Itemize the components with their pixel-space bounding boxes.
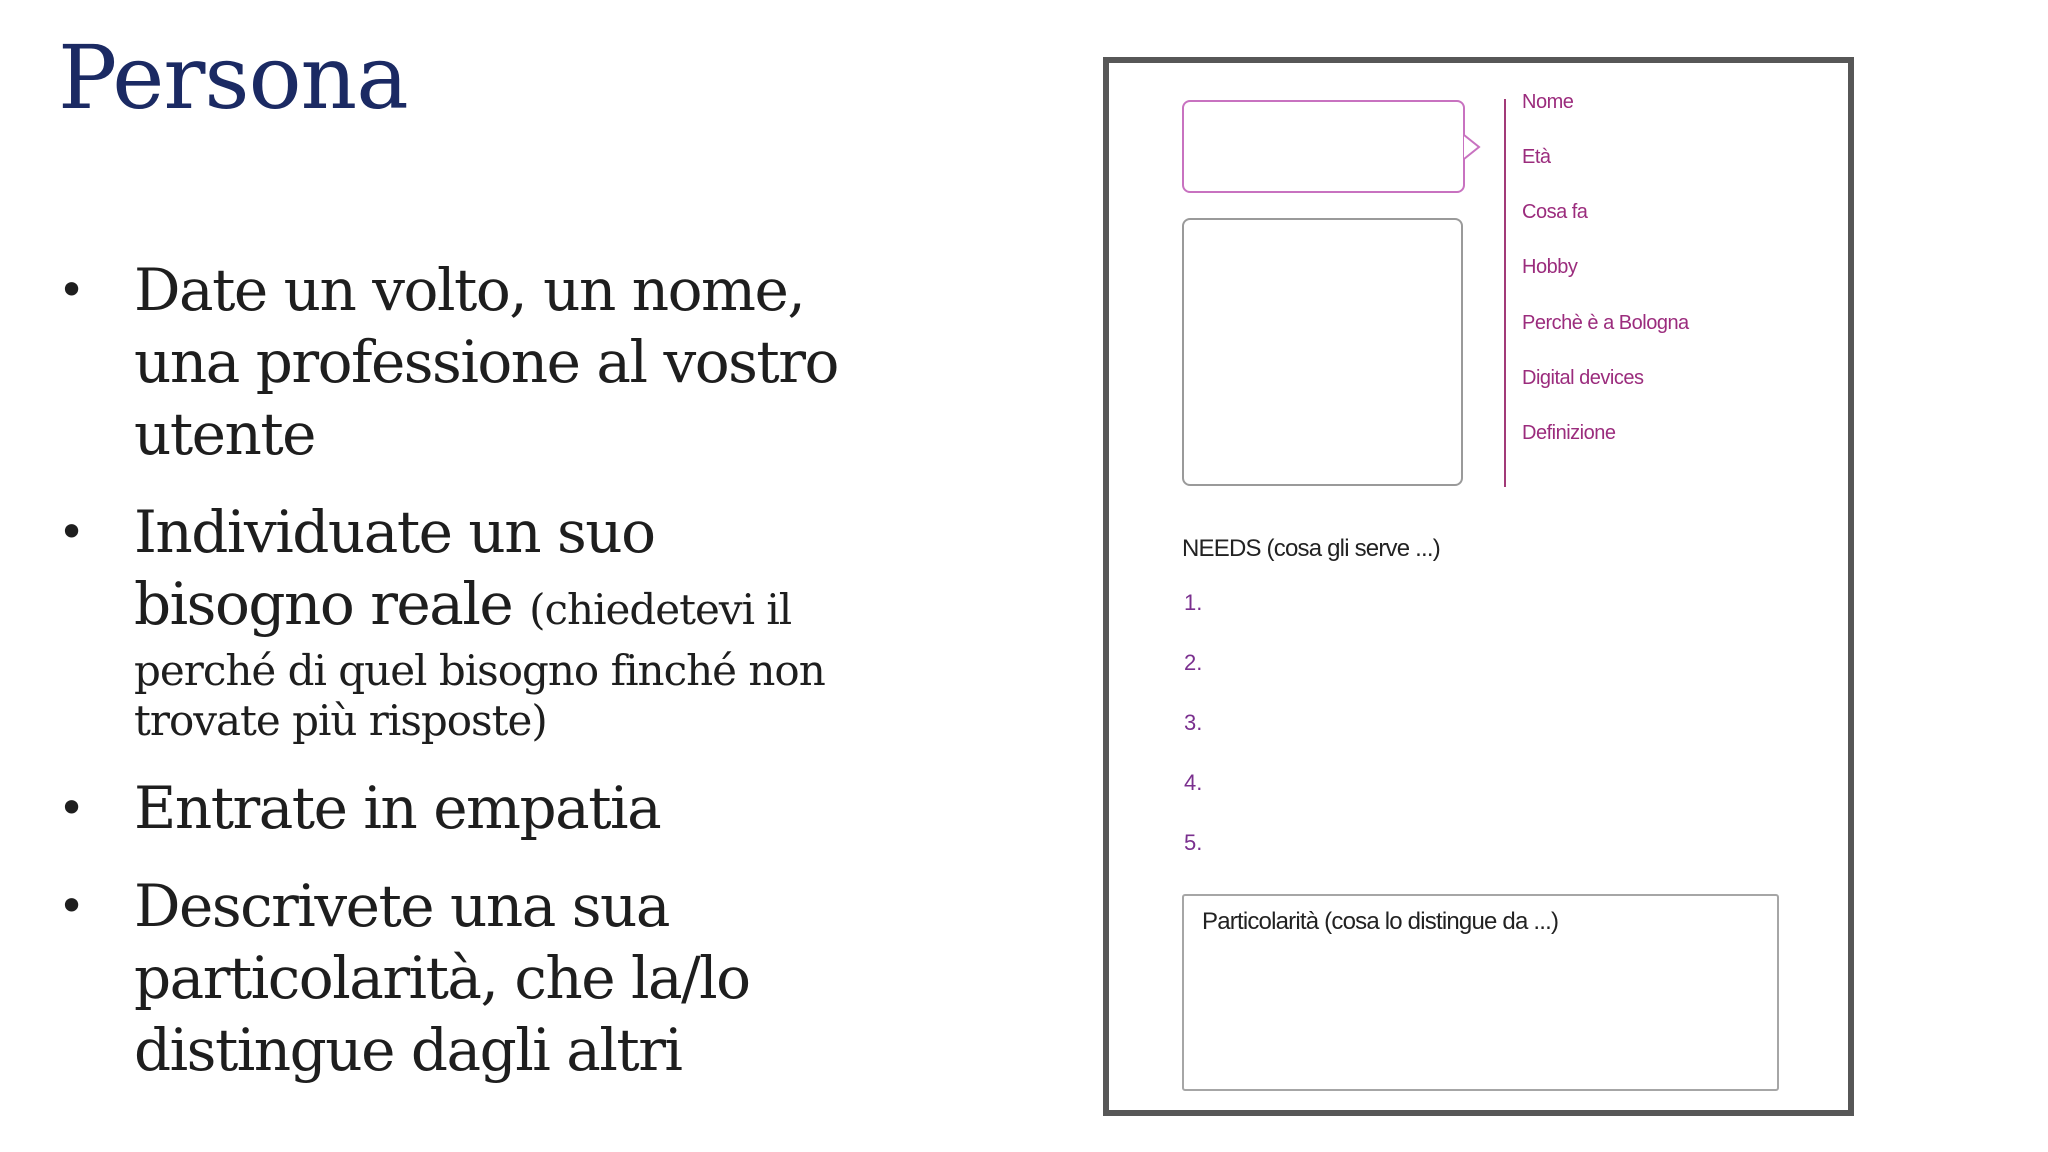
field-cosa-fa: Cosa fa bbox=[1522, 201, 1588, 223]
bullet-item-1 bbox=[58, 254, 858, 470]
bullet-list bbox=[58, 254, 858, 1112]
bullet-text-3: Entrate in empatia bbox=[134, 774, 661, 842]
need-number-3: 3. bbox=[1184, 710, 1203, 735]
bullet-marker: • bbox=[58, 879, 86, 933]
need-number-1: 1. bbox=[1184, 590, 1203, 615]
bullet-item-2 bbox=[58, 496, 858, 746]
bullet-text-4: Descrivete una sua particolarità, che la/lo distingue dagli altri bbox=[134, 872, 750, 1084]
bullet-text-2-emphasis: bisogno reale bbox=[134, 570, 513, 638]
bullet-text-2-line2 bbox=[134, 568, 858, 646]
speech-bubble-tail bbox=[1463, 134, 1481, 160]
bullet-marker: • bbox=[58, 505, 86, 559]
bullet-text-2-note-start: (chiedetevi il bbox=[529, 585, 792, 634]
bullet-text-2-line1: Individuate un suo bbox=[134, 498, 655, 566]
need-number-2: 2. bbox=[1184, 650, 1203, 675]
photo-placeholder bbox=[1182, 218, 1463, 486]
slide-title: Persona bbox=[58, 26, 408, 129]
bullet-text-2-note: perché di quel bisogno finché non trovate più risposte) bbox=[134, 646, 825, 745]
bullet-text-1: Date un volto, un nome, una professione al vostro utente bbox=[134, 256, 838, 468]
field-eta: Età bbox=[1522, 146, 1551, 168]
bullet-marker: • bbox=[58, 263, 86, 317]
field-divider bbox=[1504, 99, 1506, 487]
needs-title: NEEDS (cosa gli serve ...) bbox=[1182, 535, 1440, 562]
field-nome: Nome bbox=[1522, 91, 1574, 113]
need-number-4: 4. bbox=[1184, 770, 1203, 795]
bullet-item-4 bbox=[58, 870, 858, 1086]
bullet-item-3 bbox=[58, 772, 858, 844]
particolarita-box bbox=[1182, 894, 1779, 1091]
need-number-5: 5. bbox=[1184, 830, 1203, 855]
field-digital-devices: Digital devices bbox=[1522, 367, 1644, 389]
field-perche-bologna: Perchè è a Bologna bbox=[1522, 312, 1689, 334]
bullet-marker: • bbox=[58, 781, 86, 835]
field-definizione: Definizione bbox=[1522, 422, 1616, 444]
field-hobby: Hobby bbox=[1522, 256, 1578, 278]
particolarita-label: Particolarità (cosa lo distingue da ...) bbox=[1202, 908, 1559, 935]
persona-template bbox=[1103, 57, 1854, 1116]
speech-bubble bbox=[1182, 100, 1465, 193]
